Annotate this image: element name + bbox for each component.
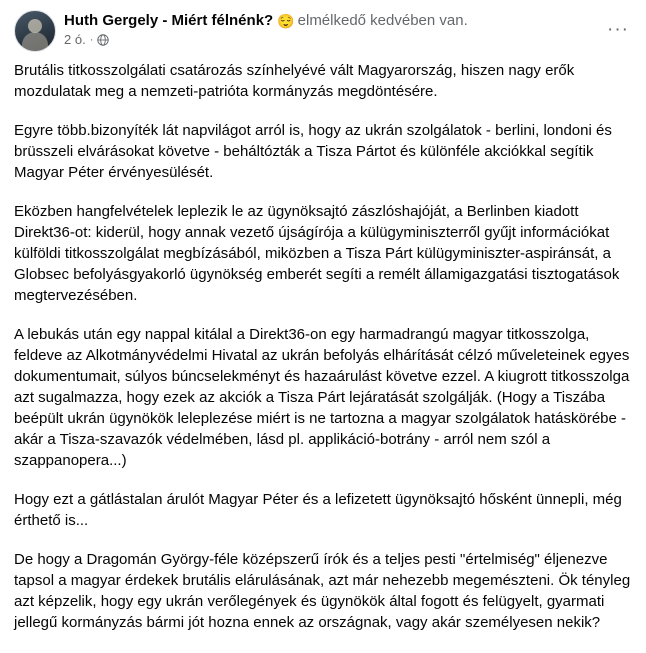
post-header-text [64, 10, 632, 48]
feeling-emoji: 😌 [277, 13, 295, 29]
author-line [64, 11, 632, 31]
author-name[interactable]: Huth Gergely - Miért félnénk? [64, 12, 274, 29]
post-paragraph: Hogy ezt a gátlástalan árulót Magyar Péter és a lefizetett ügynöksajtó hősként ünnepli, még érthető is... [14, 491, 622, 529]
post-text-body [14, 58, 632, 633]
post-paragraph: Brutális titkosszolgálati csatározás színhelyévé vált Magyarország, hiszen nagy erők mozdulatak meg a nemzeti-patrióta kormányzás megdöntésére. [14, 62, 575, 100]
globe-icon[interactable] [97, 34, 109, 46]
post-meta [64, 32, 632, 48]
feeling-text: elmélkedő kedvében van. [297, 12, 468, 29]
post-paragraph: Eközben hangfelvételek leplezik le az ügynöksajtó zászlóshajóját, a Berlinben kiadott Direkt36-ot: kiderül, hogy annak vezető újságírója a külügyminiszterről gyűjt információkat külföldi titkosszolgálat megbízásából, miközben a Tisza Párt külügyminiszter-aspiránsát, a Globsec befolyásgyakorló ügynökség emberét segíti a remélt államigazgatási tisztogatások megtervezésében. [14, 203, 620, 304]
post-paragraph: A lebukás után egy nappal kitálal a Direkt36-on egy harmadrangú magyar titkosszolga, feldeve az Alkotmányvédelmi Hivatal az ukrán befolyás elhárítását célzó műveleteinek egyes dokumentumait, súlyos búncselekményt és hazaárulást követve ezzel. A kiugrott titkosszolga azt sugalmazza, hogy ezek az akciók a Tisza Párt lejáratását szolgálják. (Hogy a Tiszába beépült ukrán ügynökök leleplezése miért is ne tartozna a magyar szolgálatok hatáskörébe - akár a Tisza-szavazók védelmében, lásd pl. applikáció-botrány - arról nem szól a szappanopera...) [14, 326, 630, 469]
meta-separator: · [89, 33, 94, 46]
post-options-button[interactable]: ··· [607, 19, 629, 40]
post-paragraph: Egyre több.bizonyíték lát napvilágot arról is, hogy az ukrán szolgálatok - berlini, londoni és brüsszeli elvárásokat követve - beháltózták a Tisza Pártot és különféle akciókkal segítik Magyar Péter érvényesülését. [14, 122, 612, 181]
post-paragraph: De hogy a Dragomán György-féle középszerű írók és a teljes pesti "értelmiség" éljenezve tapsol a magyar érdekek brutális elárulásának, azt már nehezebb megemészteni. Ök tényleg azt képzelik, hogy egy ukrán verőlegények és ügynökök által fogott és felügyelt, gyarmati jellegű kormányzás bármi jót hozna ennek az országnak, vagy akár személyesen nekik? [14, 551, 631, 631]
post-timestamp[interactable]: 2 ó. [64, 32, 86, 47]
avatar[interactable] [14, 10, 56, 52]
post-header [14, 10, 632, 58]
